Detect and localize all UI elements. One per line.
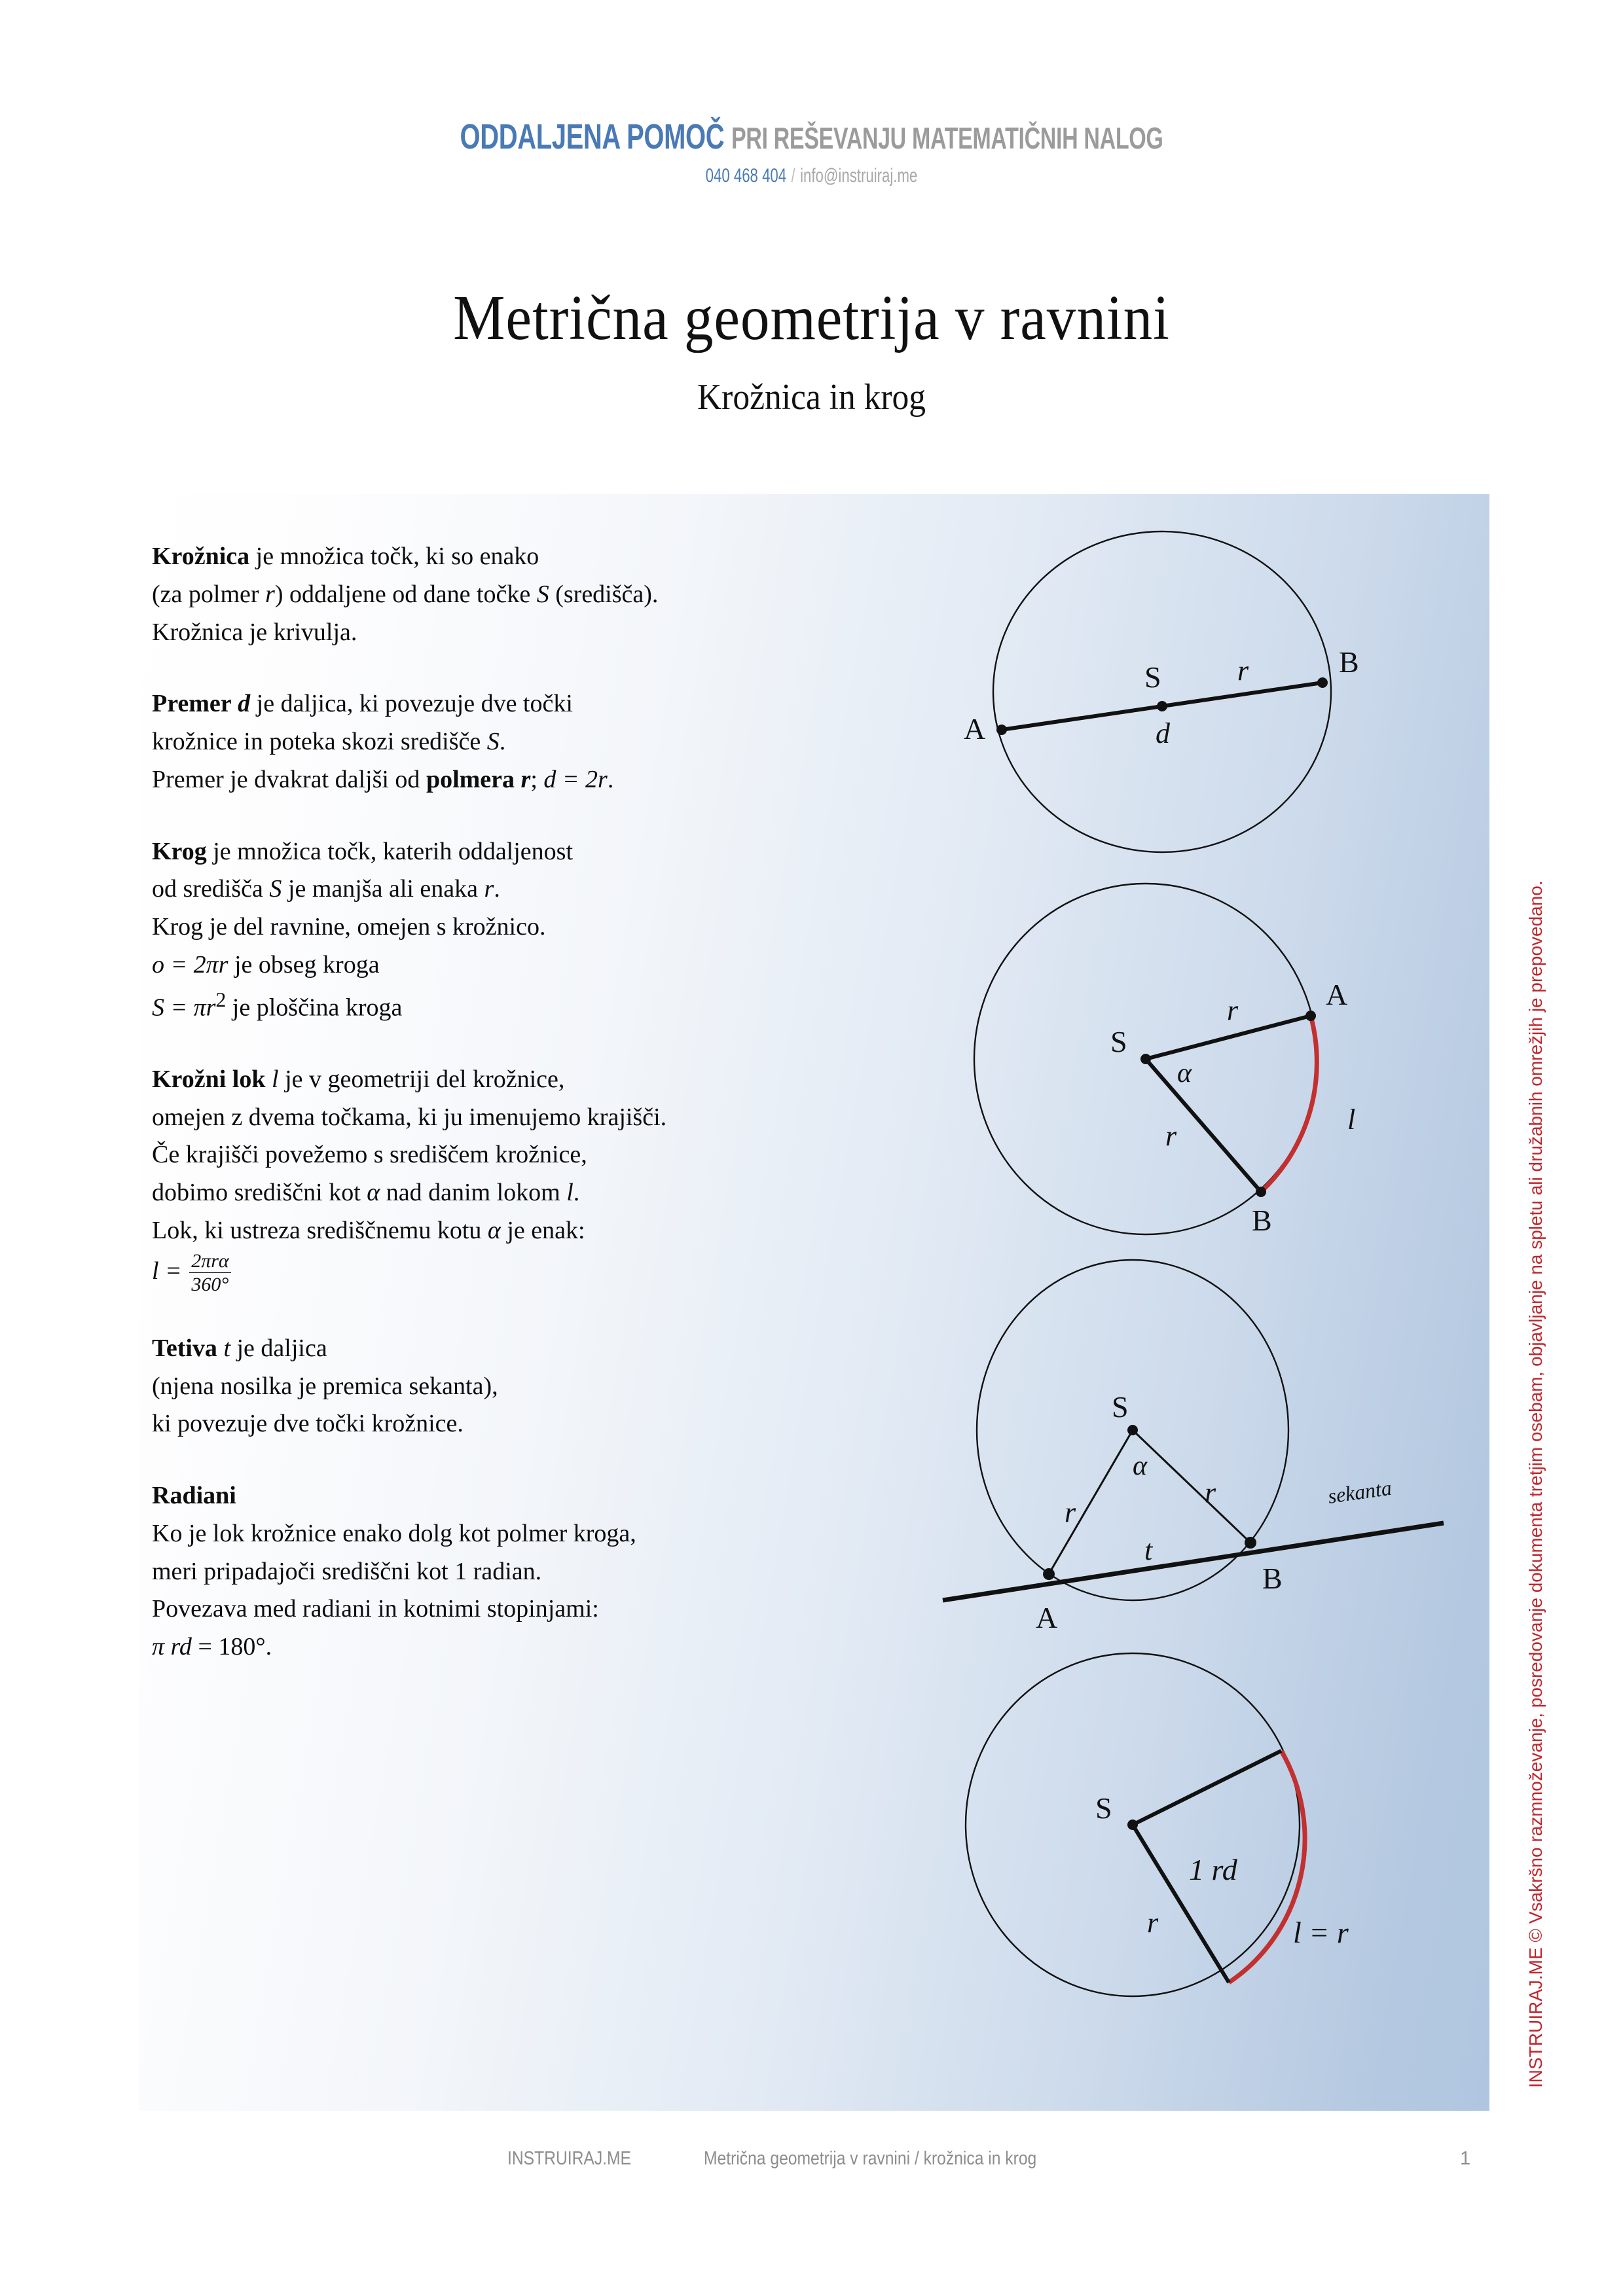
formula-arc-length	[152, 1250, 859, 1296]
label-S: S	[1144, 660, 1161, 694]
krog-line4: je obseg kroga	[228, 950, 380, 978]
radius-lower	[1133, 1825, 1229, 1982]
brand-title	[211, 117, 1412, 157]
exponent-2: 2	[215, 988, 227, 1011]
label-r-top: r	[1227, 994, 1239, 1026]
label-sekanta: sekanta	[1326, 1475, 1393, 1508]
radiani-line4: Povezava med radiani in kotnimi stopinjami:	[152, 1595, 599, 1623]
fraction-denominator: 360°	[191, 1274, 229, 1296]
var-r-2: r	[520, 765, 531, 793]
point-B-dot	[1245, 1537, 1256, 1549]
page-footer	[0, 2148, 1623, 2181]
var-l: l	[272, 1065, 279, 1093]
radiani-line3: meri pripadajoči središčni kot 1 radian.	[152, 1557, 542, 1585]
kroznica-line1: je množica točk, ki so enako	[249, 543, 539, 570]
label-S: S	[1095, 1791, 1112, 1825]
arc-highlight	[1261, 1016, 1317, 1192]
var-r: r	[265, 580, 275, 608]
var-S-2: S	[486, 728, 500, 755]
lok-line5b: je enak:	[500, 1216, 585, 1244]
radius-upper	[1133, 1751, 1281, 1825]
premer-line1: je daljica, ki povezuje dve točki	[250, 690, 573, 718]
point-B-dot	[1317, 677, 1328, 688]
formula-d-2r: d = 2r	[543, 765, 608, 793]
term-kroznica: Krožnica	[152, 543, 250, 570]
premer-line3a: Premer je dvakrat daljši od	[152, 765, 426, 793]
footer-brand: INSTRUIRAJ.ME	[507, 2148, 631, 2169]
var-t: t	[223, 1334, 230, 1362]
lok-line4b: nad danim lokom	[380, 1179, 567, 1207]
point-S-dot	[1140, 1054, 1151, 1064]
premer-line2b: .	[499, 728, 506, 755]
lok-line4a: dobimo središčni kot	[152, 1179, 367, 1207]
point-S-dot	[1127, 1820, 1138, 1830]
radiani-line5: = 180°.	[191, 1633, 272, 1661]
formula-lhs: l =	[152, 1257, 182, 1285]
label-d: d	[1156, 717, 1170, 749]
term-tetiva: Tetiva	[152, 1334, 217, 1362]
figure-arc	[949, 874, 1421, 1257]
radius-SA	[1049, 1430, 1133, 1574]
label-l: l	[1347, 1103, 1356, 1136]
label-r: r	[1237, 655, 1249, 687]
var-r-3: r	[484, 875, 494, 903]
var-S-3: S	[269, 875, 282, 903]
radiani-line2: Ko je lok krožnice enako dolg kot polmer kroga,	[152, 1519, 636, 1547]
figure-radian	[936, 1649, 1460, 2019]
term-radiani: Radiani	[152, 1482, 236, 1510]
definition-krozni-lok	[152, 1061, 859, 1296]
label-r-left: r	[1065, 1496, 1076, 1528]
tetiva-line2: (njena nosilka je premica sekanta),	[152, 1372, 498, 1400]
page-title: Metrična geometrija v ravnini	[453, 283, 1170, 353]
var-S: S	[536, 580, 549, 608]
var-alpha: α	[367, 1179, 380, 1207]
footer-title: Metrična geometrija v ravnini / krožnica in krog	[704, 2148, 1037, 2169]
label-r-bottom: r	[1165, 1120, 1177, 1152]
kroznica-line3: Krožnica je krivulja.	[152, 618, 357, 646]
term-premer: Premer	[152, 690, 232, 718]
lok-line3: Če krajišči povežemo s središčem krožnice,	[152, 1141, 587, 1169]
label-S: S	[1110, 1025, 1127, 1058]
kroznica-line2a: (za polmer	[152, 580, 266, 608]
label-l-equals-r: l = r	[1293, 1916, 1349, 1949]
krog-line2a: od središča	[152, 875, 270, 903]
var-alpha-2: α	[487, 1216, 501, 1244]
radius-SB	[1146, 1059, 1261, 1192]
definition-premer	[152, 685, 859, 798]
tetiva-line1: je daljica	[230, 1334, 327, 1362]
contact-separator: /	[791, 165, 795, 187]
term-krog: Krog	[152, 837, 207, 865]
definition-kroznica	[152, 538, 859, 651]
krog-line2b: je manjša ali enaka	[282, 875, 484, 903]
label-alpha: α	[1177, 1058, 1192, 1088]
page-header	[0, 117, 1623, 187]
brand-tagline: PRI REŠEVANJU MATEMATIČNIH NALOG	[731, 121, 1163, 155]
figure-arc-svg	[949, 874, 1421, 1253]
premer-line3b: ;	[530, 765, 544, 793]
lok-line5a: Lok, ki ustreza središčnemu kotu	[152, 1216, 488, 1244]
krog-line5: je ploščina kroga	[226, 994, 403, 1022]
label-B: B	[1262, 1562, 1283, 1595]
formula-ploscina: S = πr	[152, 994, 216, 1022]
figure-chord-svg	[936, 1253, 1460, 1633]
tetiva-line3: ki povezuje dve točki krožnice.	[152, 1410, 464, 1438]
fraction-numerator: 2πrα	[191, 1249, 229, 1272]
point-A-dot	[996, 725, 1007, 735]
var-d: d	[238, 690, 251, 718]
formula-obseg: o = 2πr	[152, 950, 228, 978]
label-S: S	[1112, 1390, 1129, 1424]
label-A: A	[964, 712, 986, 745]
fraction-arc	[189, 1250, 230, 1296]
term-krozni-lok: Krožni lok	[152, 1065, 266, 1093]
label-t: t	[1144, 1534, 1153, 1566]
label-B: B	[1252, 1204, 1272, 1237]
label-B: B	[1339, 645, 1359, 679]
krog-line2c: .	[494, 875, 500, 903]
krog-line3: Krog je del ravnine, omejen s krožnico.	[152, 913, 546, 941]
point-S-dot	[1157, 701, 1167, 711]
contact-line	[211, 165, 1412, 187]
figure-chord	[936, 1253, 1460, 1636]
contact-email[interactable]: info@instruiraj.me	[800, 165, 918, 187]
var-rd: rd	[170, 1633, 192, 1661]
point-A-dot	[1043, 1568, 1055, 1580]
footer-page-number: 1	[1460, 2148, 1471, 2169]
label-1rd: 1 rd	[1189, 1853, 1237, 1886]
definition-krog	[152, 833, 859, 1027]
secant-line	[943, 1523, 1444, 1600]
label-A: A	[1326, 978, 1348, 1011]
definitions-column	[152, 538, 859, 1666]
contact-phone[interactable]: 040 468 404	[705, 165, 787, 187]
figure-diameter-svg	[910, 520, 1395, 861]
circle-outline	[993, 531, 1331, 852]
definition-tetiva	[152, 1330, 859, 1443]
kroznica-line2b: ) oddaljene od dane točke	[274, 580, 537, 608]
figure-diameter	[910, 520, 1395, 864]
label-alpha: α	[1133, 1451, 1148, 1481]
lok-line2: omejen z dvema točkama, ki ju imenujemo krajišči.	[152, 1103, 667, 1131]
copyright-vertical: INSTRUIRAJ.ME © Vsakršno razmnoževanje, posredovanje dokumenta tretjim osebam, objavljanje na spletu ali družabnih omrežjih je prepovedano.	[1525, 880, 1546, 2088]
premer-line3c: .	[607, 765, 614, 793]
term-polmera: polmera	[426, 765, 515, 793]
label-r: r	[1147, 1907, 1159, 1939]
label-A: A	[1036, 1601, 1058, 1633]
krog-line1: je množica točk, katerih oddaljenost	[206, 837, 574, 865]
lok-line4c: .	[573, 1179, 580, 1207]
point-S-dot	[1127, 1425, 1138, 1435]
premer-line2a: krožnice in poteka skozi središče	[152, 728, 487, 755]
var-l-2: l	[566, 1179, 574, 1207]
definition-radiani	[152, 1477, 859, 1666]
point-B-dot	[1256, 1187, 1266, 1197]
lok-line1: je v geometriji del krožnice,	[278, 1065, 565, 1093]
radius-SB	[1133, 1430, 1250, 1543]
kroznica-line2c: (središča).	[549, 580, 659, 608]
label-r-right: r	[1205, 1477, 1216, 1509]
figure-radian-svg	[936, 1649, 1460, 2016]
var-pi: π	[152, 1633, 165, 1661]
point-A-dot	[1305, 1011, 1316, 1021]
page-subtitle: Krožnica in krog	[697, 377, 926, 418]
brand-name: ODDALJENA POMOČ	[460, 117, 725, 156]
